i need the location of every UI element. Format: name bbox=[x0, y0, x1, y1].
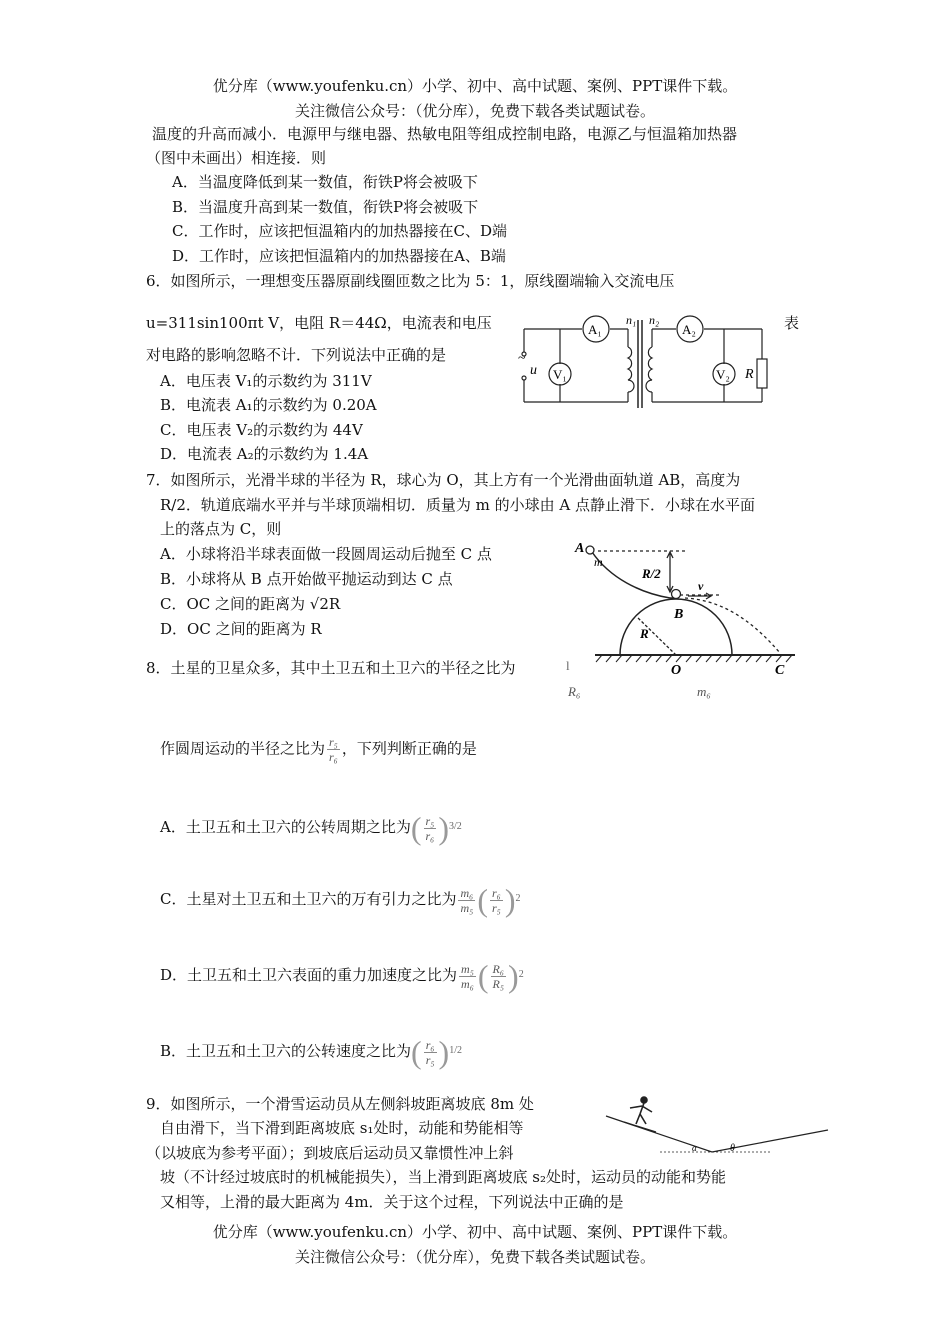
header-line-1: 优分库（www.youfenku.cn）小学、初中、高中试题、案例、PPT课件下载。 bbox=[212, 77, 738, 95]
resistor-icon bbox=[757, 359, 767, 388]
q6-stem-2-tail: 表 bbox=[784, 314, 800, 332]
q8-frac-m6: m₆ bbox=[697, 684, 711, 699]
q5-continuation-1: 温度的升高而减小．电源甲与继电器、热敏电阻等组成控制电路，电源乙与恒温箱加热器 bbox=[152, 125, 738, 143]
q7-stem-1: 7．如图所示，光滑半球的半径为 R，球心为 O，其上方有一个光滑曲面轨道 AB，高度为 bbox=[146, 471, 741, 489]
label-o: O bbox=[671, 663, 682, 678]
label-a1: A₁ bbox=[588, 322, 602, 337]
label-c: C bbox=[775, 663, 785, 678]
label-r-half: R/2 bbox=[642, 566, 661, 581]
label-v: v bbox=[698, 579, 704, 593]
label-u: u bbox=[530, 363, 537, 378]
q6-stem-2: u=311sin100πt V，电阻 R＝44Ω，电流表和电压 bbox=[146, 314, 492, 332]
q8-stem-1: 8．土星的卫星众多，其中土卫五和土卫六的半径之比为 bbox=[146, 659, 516, 677]
q9-stem-1: 9．如图所示，一个滑雪运动员从左侧斜坡距离坡底 8m 处 bbox=[146, 1095, 534, 1113]
ac-source-icon: ~ bbox=[518, 351, 526, 366]
radius-ratio-fraction: $\frac{\text{r₅}}{\text{r₆}}$ bbox=[329, 735, 338, 764]
q6-option-c: C．电压表 V₂的示数约为 44V bbox=[160, 421, 363, 439]
label-alpha: α bbox=[692, 1143, 697, 1153]
q5-continuation-2: （图中未画出）相连接．则 bbox=[146, 149, 327, 167]
skier-icon bbox=[624, 1097, 656, 1132]
q6-option-b: B．电流表 A₁的示数约为 0.20A bbox=[160, 396, 377, 414]
q7-option-b: B．小球将从 B 点开始做平抛运动到达 C 点 bbox=[160, 570, 453, 588]
label-v1: V₁ bbox=[553, 367, 567, 382]
q5-option-a: A．当温度降低到某一数值，衔铁P将会被吸下 bbox=[172, 173, 478, 191]
q7-option-c: C．OC 之间的距离为 √2R bbox=[160, 595, 341, 613]
label-a2: A₂ bbox=[682, 322, 696, 337]
q8-option-a: A．土卫五和土卫六的公转周期之比为( $\frac{\text{r₅}}{\text{r₆}}$ )$^{3/2}$ bbox=[160, 810, 462, 846]
q8-option-c: C．土星对土卫五和土卫六的万有引力之比为 $\frac{\text{m₆}}{\text{m₅}}$ ( $\frac{\text{r₆}}{\text{r₅}}$ )$^2$ bbox=[160, 882, 521, 918]
footer-line-2: 关注微信公众号：（优分库），免费下载各类试题试卷。 bbox=[294, 1248, 655, 1266]
q9-stem-4: 坡（不计经过坡底时的机械能损失），当上滑到距离坡底 s₂处时，运动员的动能和势能 bbox=[160, 1168, 726, 1186]
transformer-circuit-diagram bbox=[510, 312, 780, 412]
q5-option-b: B．当温度升高到某一数值，衔铁P将会被吸下 bbox=[172, 198, 479, 216]
q8-option-d: D．土卫五和土卫六表面的重力加速度之比为 $\frac{\text{m₅}}{\text{m₆}}$ ( $\frac{\text{R₆}}{\text{R₅}}$ )$^2$ bbox=[160, 958, 524, 994]
q8-option-b: B．土卫五和土卫六的公转速度之比为( $\frac{\text{r₆}}{\text{r₅}}$ )$^{1/2}$ bbox=[160, 1034, 462, 1070]
label-b: B bbox=[674, 607, 684, 622]
q9-stem-3: （以坡底为参考平面）；到坡底后运动员又靠惯性冲上斜 bbox=[146, 1144, 514, 1162]
q8-frac-r6: R₆ bbox=[568, 684, 581, 699]
q7-option-a: A．小球将沿半球表面做一段圆周运动后抛至 C 点 bbox=[160, 545, 492, 563]
q6-stem-3: 对电路的影响忽略不计．下列说法中正确的是 bbox=[146, 346, 447, 364]
q7-stem-2: R/2．轨道底端水平并与半球顶端相切．质量为 m 的小球由 A 点静止滑下．小球在水平面 bbox=[160, 496, 756, 514]
q5-option-c: C．工作时，应该把恒温箱内的加热器接在C、D端 bbox=[172, 222, 507, 240]
label-m: m bbox=[594, 555, 603, 569]
label-theta: θ bbox=[730, 1143, 735, 1154]
label-radius: R bbox=[640, 626, 649, 641]
q6-stem-1: 6．如图所示，一理想变压器原副线圈匝数之比为 5：1，原线圈端输入交流电压 bbox=[146, 272, 675, 290]
ski-slope-diagram bbox=[600, 1094, 832, 1160]
q8-frac-top-stub: l bbox=[566, 658, 570, 673]
q7-option-d: D．OC 之间的距离为 R bbox=[160, 620, 322, 638]
q5-option-d: D．工作时，应该把恒温箱内的加热器接在A、B端 bbox=[172, 247, 506, 265]
q9-stem-2: 自由滑下，当下滑到距离坡底 s₁处时，动能和势能相等 bbox=[160, 1119, 524, 1137]
q9-stem-5: 又相等，上滑的最大距离为 4m．关于这个过程，下列说法中正确的是 bbox=[160, 1193, 624, 1211]
q8-stem-2: 作圆周运动的半径之比为 $\frac{\text{r₅}}{\text{r₆}}$ ，下列判断正确的是 bbox=[160, 735, 477, 764]
header-line-2: 关注微信公众号：（优分库），免费下载各类试题试卷。 bbox=[294, 102, 655, 120]
label-r: R bbox=[745, 367, 754, 382]
footer-line-1: 优分库（www.youfenku.cn）小学、初中、高中试题、案例、PPT课件下载。 bbox=[212, 1223, 738, 1241]
label-v2: V₂ bbox=[716, 367, 730, 382]
hemisphere-track-diagram bbox=[570, 538, 810, 678]
q6-option-a: A．电压表 V₁的示数约为 311V bbox=[160, 372, 372, 390]
q7-stem-3: 上的落点为 C，则 bbox=[160, 520, 282, 538]
label-n1: n₁ bbox=[626, 313, 637, 327]
label-a: A bbox=[575, 541, 585, 556]
label-n2: n₂ bbox=[649, 313, 660, 327]
q6-option-d: D．电流表 A₂的示数约为 1.4A bbox=[160, 445, 369, 463]
